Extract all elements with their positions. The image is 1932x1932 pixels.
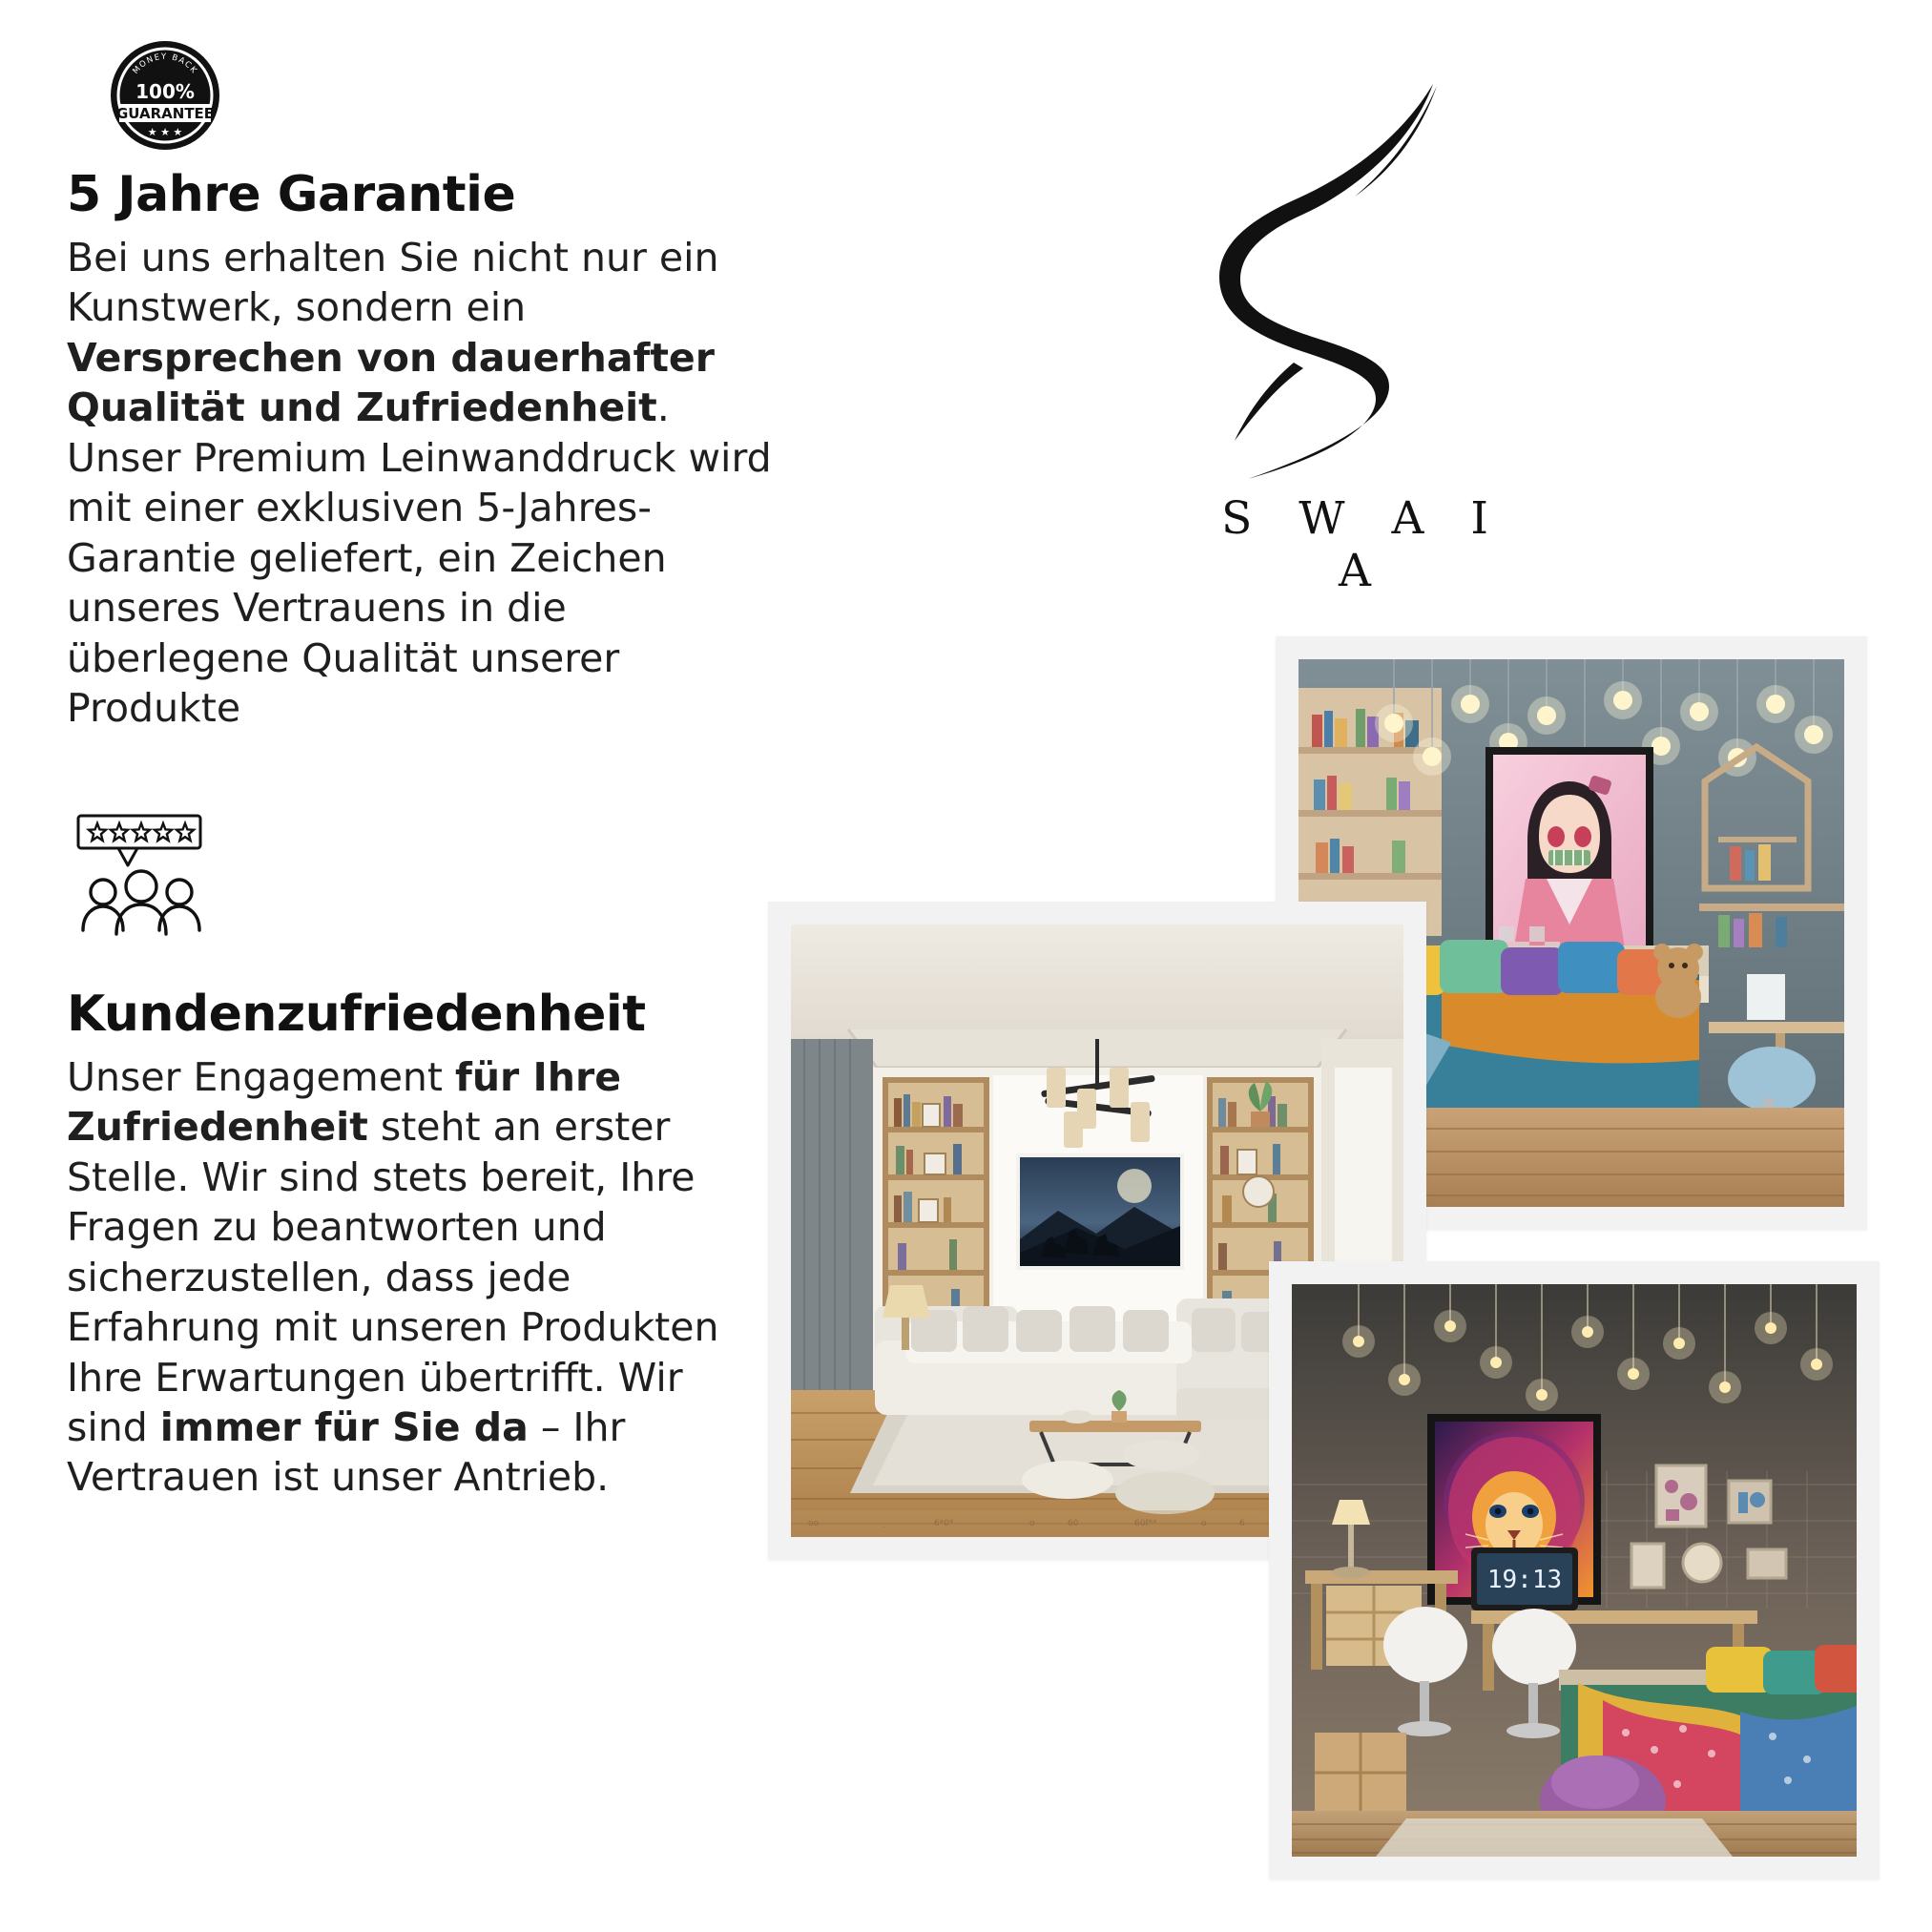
svg-text:.: .: [883, 1521, 885, 1530]
text-run-bold: Versprechen von dauerhafter Qualität und Zufriedenheit: [67, 334, 715, 431]
text-run-bold: immer für Sie da: [159, 1403, 529, 1450]
svg-text:60f**: 60f**: [1134, 1519, 1157, 1528]
photo-inner: [1292, 1284, 1857, 1857]
text-run-bold: für Ihre Zufriedenheit: [67, 1053, 622, 1151]
svg-text:6: 6: [1239, 1519, 1245, 1528]
svg-text:6*0*: 6*0*: [934, 1519, 954, 1528]
teen-room-lion-canvas-photo: [1269, 1261, 1880, 1880]
svg-text:100%: 100%: [135, 80, 195, 103]
text-run: Bei uns erhalten Sie nicht nur ein Kunstwerk, sondern ein: [67, 235, 719, 331]
section-title-kundenzufriedenheit: Kundenzufriedenheit: [67, 985, 646, 1043]
section-body-kundenzufriedenheit: [67, 1052, 773, 1503]
svg-text:★ ★ ★: ★ ★ ★: [147, 126, 183, 138]
swaia-s-logo-icon: [1212, 76, 1498, 487]
svg-text:MONEY BACK: MONEY BACK: [131, 52, 199, 76]
section-body-garantie: [67, 233, 773, 734]
left-content-column: [67, 38, 773, 1503]
svg-text:GUARANTEE: GUARANTEE: [115, 105, 215, 122]
text-run: – Ihr Vertrauen ist unser Antrieb.: [67, 1403, 626, 1501]
brand-name: S W A I A: [1221, 492, 1505, 597]
text-run: steht an erster Stelle. Wir sind stets bereit, Ihre Fragen zu beantworten und sicherzustellen, dass jede Erfahrung mit unseren Produkten Ihre Erwartungen übertrifft. Wir sind: [67, 1104, 719, 1450]
brand-logo: [1197, 76, 1512, 597]
section-title-garantie: 5 Jahre Garantie: [67, 166, 516, 223]
svg-text:oo: oo: [808, 1519, 820, 1528]
clock-display: 19:13: [1486, 1566, 1563, 1594]
money-back-guarantee-badge-icon: [76, 38, 254, 153]
svg-text:o: o: [1201, 1519, 1207, 1528]
customer-reviews-stars-icon: [74, 812, 237, 945]
section-kundenzufriedenheit: [67, 986, 773, 1503]
svg-text:o: o: [1029, 1519, 1035, 1528]
svg-text:60: 60: [1068, 1519, 1079, 1528]
text-run: Unser Engagement: [67, 1053, 456, 1100]
text-run: . Unser Premium Leinwanddruck wird mit einer exklusiven 5-Jahres-Garantie geliefert, ein Zeichen unseres Vertrauens in die überlegene Qualität unserer Produkte: [67, 384, 772, 732]
